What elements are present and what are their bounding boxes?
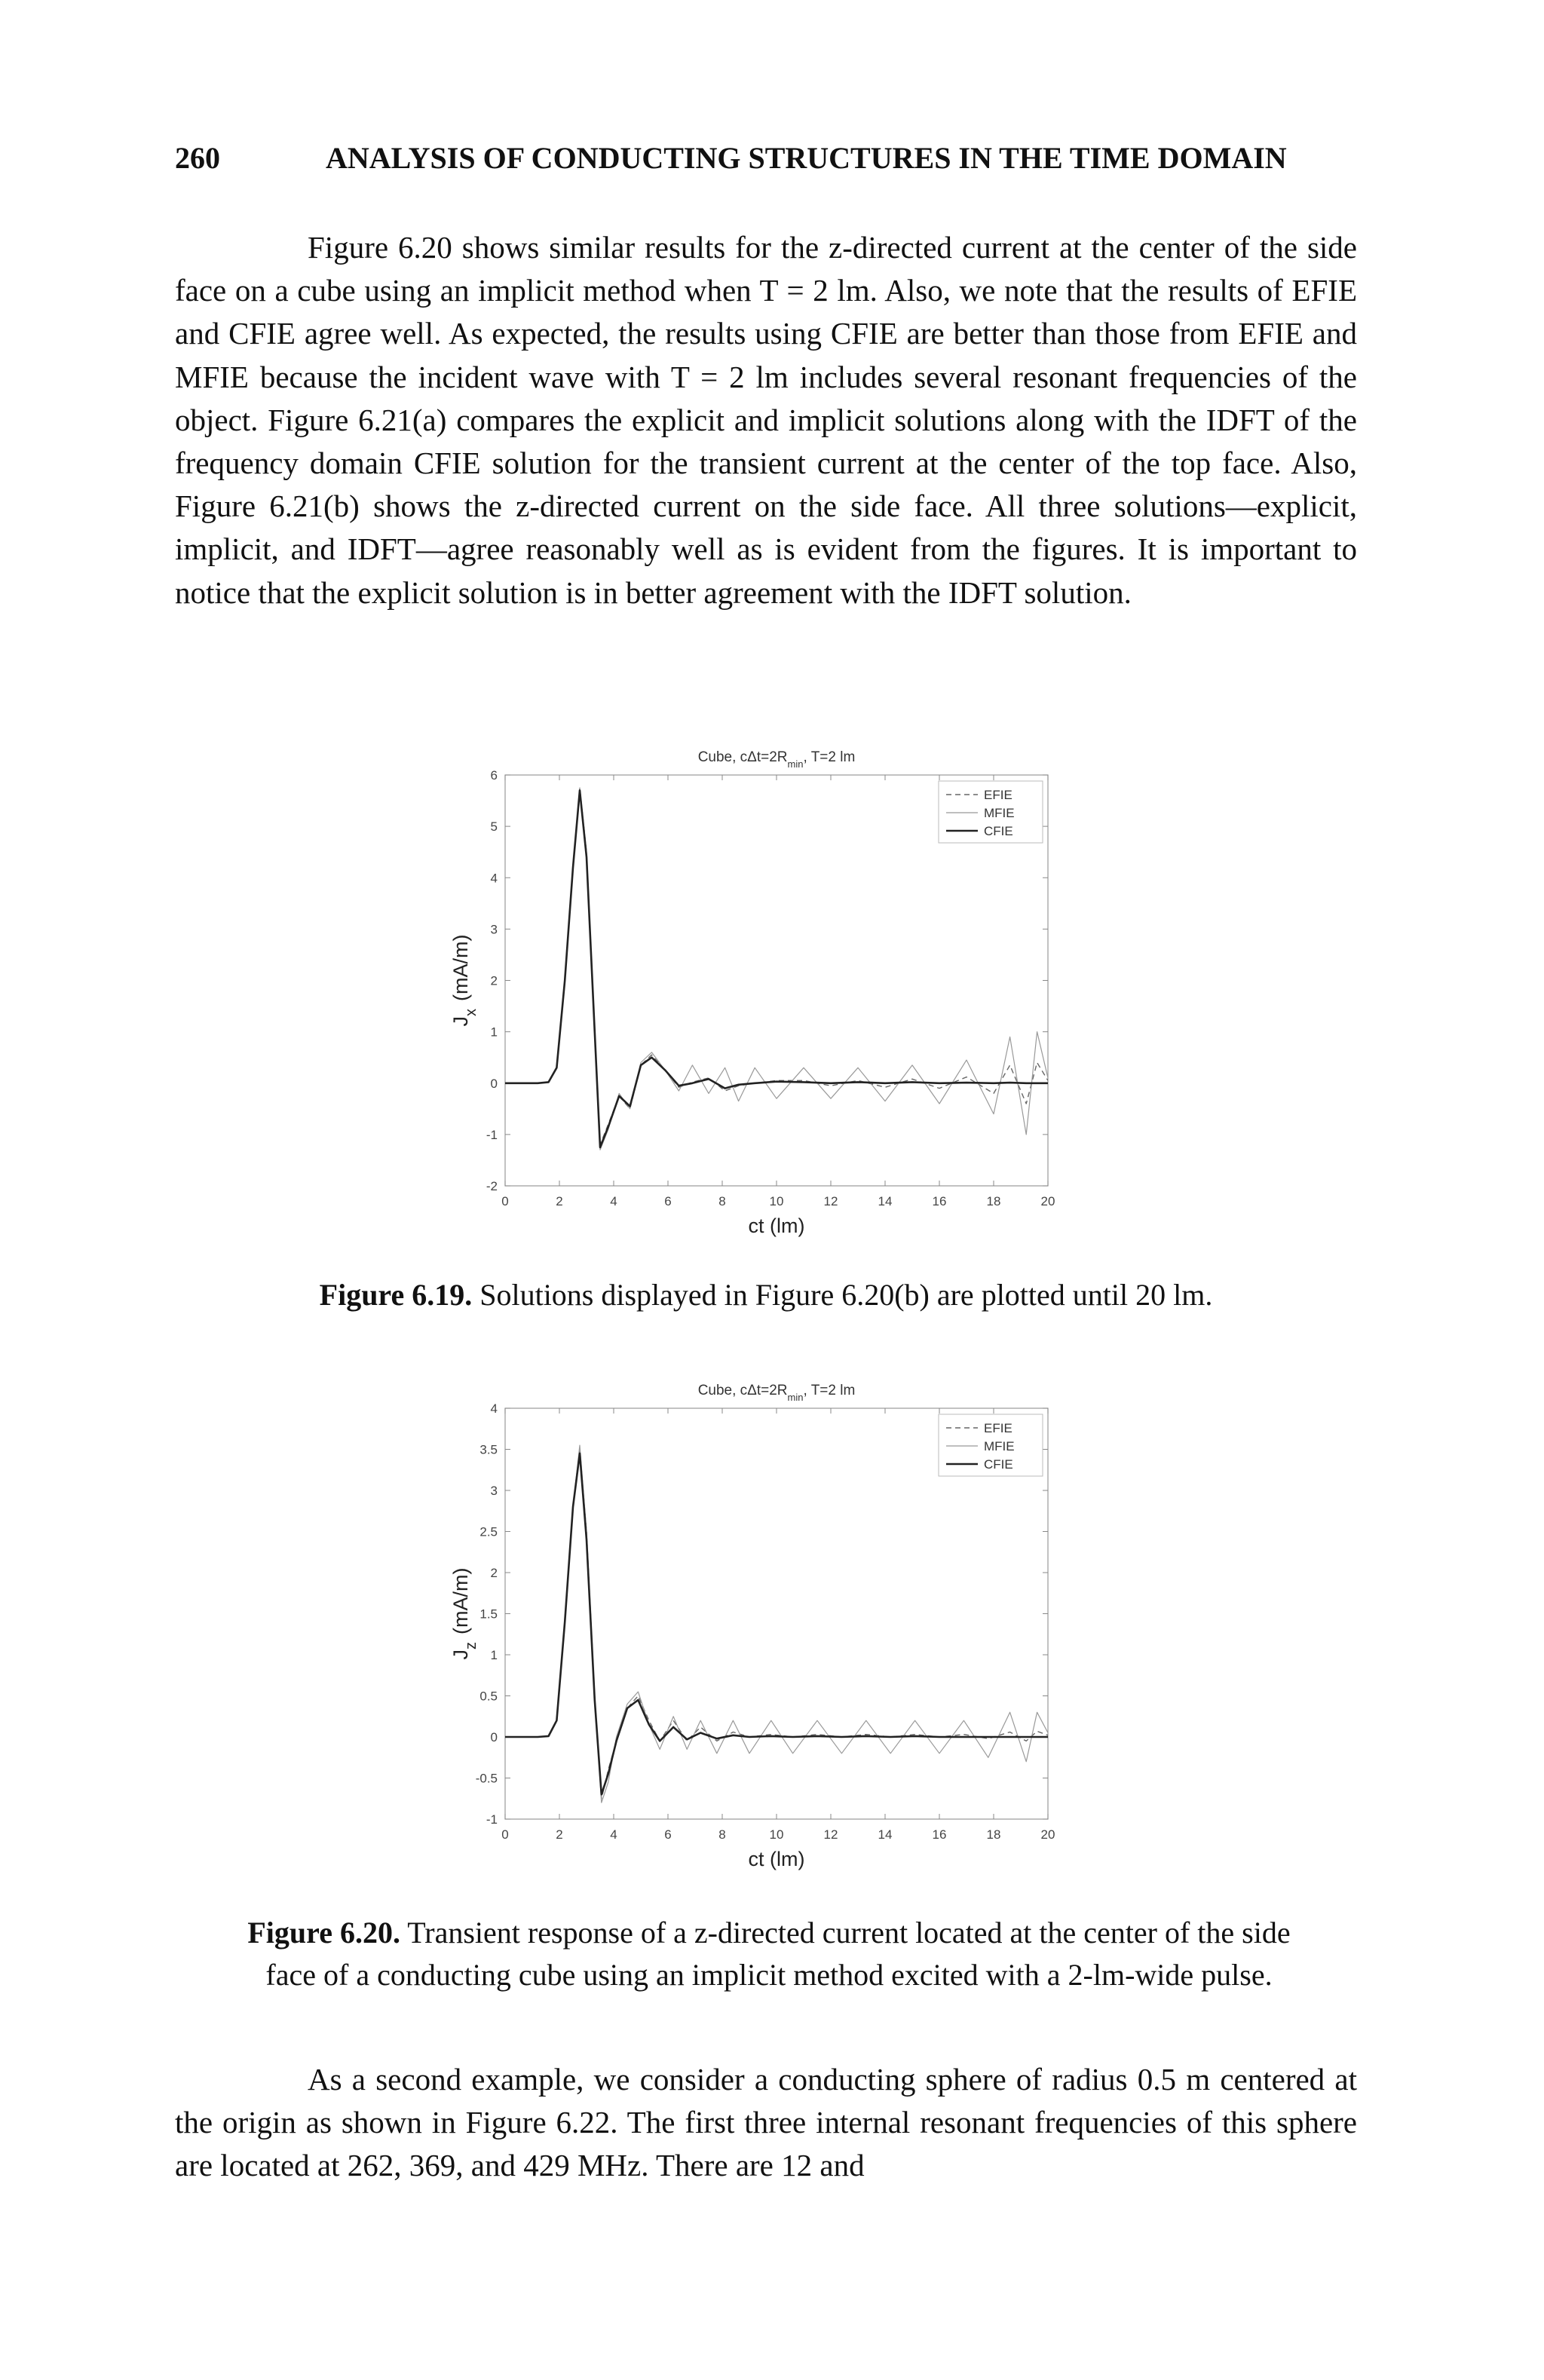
figure-6-20-caption [226,1912,1312,1996]
y-axis-label: $J_x(mA/m)$ [449,934,479,1027]
x-tick-label: 20 [1040,1827,1055,1842]
paragraph-1-text: Figure 6.20 shows similar results for the z-directed current at the center of the side face on a cube using an implicit method when T = 2 lm. Also, we note that the results of EFIE and CFIE agree well. As expected, the results using CFIE are better than those from EFIE and MFIE because the incident wave with T = 2 lm includes several resonant frequencies of the object. Figure 6.21(a) compares the explicit and implicit solutions along with the IDFT of the frequency domain CFIE solution for the transient current at the center of the top face. Also, Figure 6.21(b) shows the z-directed current on the side face. All three solutions—explicit, implicit, and IDFT—agree reasonably well as is evident from the figures. It is important to notice that the explicit solution is in better agreement with the IDFT solution. [175,230,1357,610]
chart-title: Cube, $c\Delta t=2R_{min}$, T=2 lm [697,749,856,770]
figure-6-19-chart [437,731,1086,1274]
figure-6-20-caption-text: Transient response of a z-directed current located at the center of the side face of a conducting cube using an implicit method excited with a 2-lm-wide pulse. [265,1916,1291,1992]
legend-label-mfie: MFIE [984,1439,1015,1453]
x-tick-label: 10 [769,1827,784,1842]
paragraph-2-text: As a second example, we consider a conducting sphere of radius 0.5 m centered at the origin as shown in Figure 6.22. The first three internal resonant frequencies of this sphere are located at 262, 369, and 429 MHz. There are 12 and [175,2062,1357,2183]
running-title: ANALYSIS OF CONDUCTING STRUCTURES IN THE TIME DOMAIN [326,141,1287,175]
legend [939,1414,1043,1476]
x-tick-label: 8 [718,1827,726,1842]
x-tick-label: 6 [664,1827,672,1842]
x-tick-label: 16 [932,1194,947,1208]
y-tick-label: 5 [490,819,498,835]
y-tick-label: 0.5 [479,1689,498,1704]
y-tick-label: 6 [490,768,498,783]
y-tick-label: 3 [490,922,498,937]
figure-6-20-chart [437,1365,1086,1907]
x-tick-label: 4 [610,1194,617,1208]
y-tick-label: 0 [490,1076,498,1091]
x-tick-label: 2 [556,1827,563,1842]
figure-6-20 [437,1365,1086,1907]
legend-label-efie: EFIE [984,788,1012,802]
x-axis-label: ct (lm) [748,1848,805,1870]
x-tick-label: 0 [501,1194,509,1208]
legend-label-efie: EFIE [984,1421,1012,1435]
x-tick-label: 20 [1040,1194,1055,1208]
legend-label-mfie: MFIE [984,806,1015,820]
y-tick-label: 4 [490,871,498,886]
paragraph-2 [175,2058,1357,2188]
x-tick-label: 4 [610,1827,617,1842]
y-tick-label: -1 [486,1127,498,1142]
y-tick-label: -0.5 [475,1771,498,1786]
y-tick-label: 1.5 [479,1607,498,1622]
figure-6-19 [437,731,1086,1274]
x-tick-label: 18 [986,1194,1001,1208]
x-tick-label: 16 [932,1827,947,1842]
y-axis-label: $J_z(mA/m)$ [449,1567,479,1660]
y-tick-label: 2.5 [479,1524,498,1539]
chart-title: Cube, $c\Delta t=2R_{min}$, T=2 lm [697,1383,856,1403]
x-axis-label: ct (lm) [748,1215,805,1237]
y-tick-label: 3.5 [479,1442,498,1457]
page-number: 260 [175,141,220,175]
legend-label-cfie: CFIE [984,1457,1013,1472]
y-tick-label: -2 [486,1179,498,1193]
x-tick-label: 8 [718,1194,726,1208]
y-tick-label: 0 [490,1730,498,1744]
x-tick-label: 10 [769,1194,784,1208]
legend [939,781,1043,843]
series-cfie-line [505,1453,1048,1794]
legend-label-cfie: CFIE [984,824,1013,838]
series-efie-line [505,1450,1048,1799]
figure-6-20-label: Figure 6.20. [247,1916,400,1950]
x-tick-label: 12 [823,1827,838,1842]
x-tick-label: 0 [501,1827,509,1842]
y-tick-label: 4 [490,1401,498,1416]
figure-6-19-caption-text: Solutions displayed in Figure 6.20(b) are plotted until 20 lm. [479,1278,1213,1312]
x-tick-label: 18 [986,1827,1001,1842]
y-tick-label: 1 [490,1648,498,1662]
y-tick-label: 2 [490,1566,498,1580]
figure-6-19-label: Figure 6.19. [319,1278,473,1312]
y-tick-label: 2 [490,973,498,988]
x-tick-label: 6 [664,1194,672,1208]
x-tick-label: 14 [878,1827,893,1842]
y-tick-label: -1 [486,1812,498,1827]
paragraph-1 [175,226,1357,614]
x-tick-label: 12 [823,1194,838,1208]
series-mfie-line [505,1445,1048,1803]
y-tick-label: 3 [490,1484,498,1498]
figure-6-19-caption [175,1274,1357,1316]
series-cfie-line [505,790,1048,1147]
y-tick-label: 1 [490,1025,498,1040]
x-tick-label: 14 [878,1194,893,1208]
x-tick-label: 2 [556,1194,563,1208]
